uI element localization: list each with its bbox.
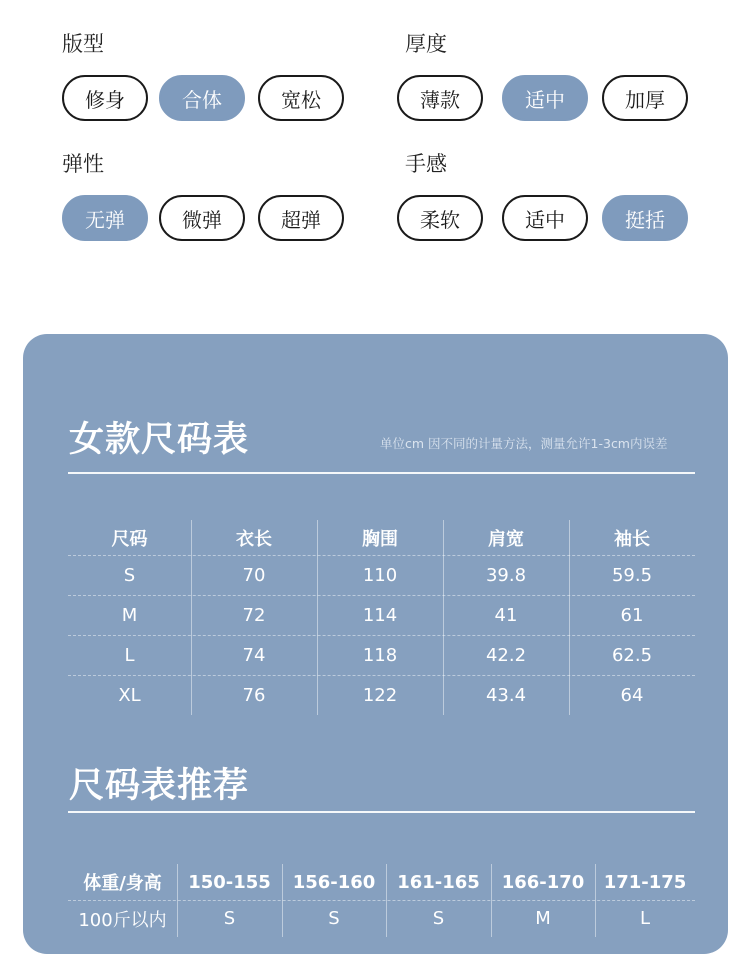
table-cell: 42.2	[485, 644, 527, 666]
table-cell: 114	[362, 604, 398, 626]
table-header-cell: 171-175	[603, 871, 687, 893]
table-header-cell: 胸围	[362, 528, 398, 550]
column-divider	[595, 864, 596, 937]
table-cell: 100斤以内	[78, 909, 167, 931]
table-cell: 74	[242, 644, 266, 666]
table-header-cell: 161-165	[397, 871, 480, 893]
table-cell: 72	[242, 604, 266, 626]
attribute-title: 手感	[405, 152, 447, 176]
size-chart-panel	[23, 334, 728, 954]
table-header-cell: 肩宽	[488, 528, 524, 550]
column-divider	[443, 520, 444, 715]
attribute-option[interactable]: 无弹	[62, 195, 148, 241]
attribute-title: 厚度	[405, 32, 447, 56]
size-chart-title: 女款尺码表	[69, 420, 250, 460]
table-cell: S	[432, 908, 445, 929]
table-cell: S	[328, 908, 340, 929]
table-header-cell: 166-170	[501, 871, 585, 893]
table-cell: 41	[494, 604, 518, 626]
table-cell: 43.4	[485, 684, 527, 706]
table-header-cell: 衣长	[236, 528, 272, 550]
attribute-option[interactable]: 挺括	[602, 195, 688, 241]
attribute-option[interactable]: 适中	[502, 195, 588, 241]
table-header-cell: 150-155	[188, 871, 271, 893]
attribute-option[interactable]: 薄款	[397, 75, 483, 121]
attribute-option[interactable]: 合体	[159, 75, 245, 121]
table-cell: 61	[620, 604, 644, 626]
column-divider	[491, 864, 492, 937]
table-header-cell: 体重/身高	[83, 873, 162, 894]
table-cell: L	[124, 644, 135, 666]
column-divider	[317, 520, 318, 715]
attribute-title: 版型	[62, 32, 104, 56]
table-cell: L	[639, 908, 651, 929]
attribute-option[interactable]: 柔软	[397, 195, 483, 241]
table-cell: 64	[620, 684, 644, 706]
column-divider	[569, 520, 570, 715]
attribute-title: 弹性	[62, 152, 104, 176]
column-divider	[282, 864, 283, 937]
table-header-cell: 156-160	[292, 871, 376, 893]
attribute-option[interactable]: 适中	[502, 75, 588, 121]
size-chart-note: 单位cm 因不同的计量方法，测量允许1-3cm内误差	[380, 436, 668, 451]
title-divider	[68, 472, 695, 474]
table-cell: M	[535, 908, 551, 929]
table-cell: 76	[242, 684, 266, 706]
table-cell: 70	[242, 564, 266, 586]
table-cell: S	[123, 564, 136, 586]
column-divider	[177, 864, 178, 937]
column-divider	[386, 864, 387, 937]
table-cell: 62.5	[611, 644, 653, 666]
table-cell: 39.8	[485, 564, 527, 586]
attribute-option[interactable]: 加厚	[602, 75, 688, 121]
table-cell: 122	[362, 684, 398, 706]
column-divider	[191, 520, 192, 715]
table-cell: 110	[362, 564, 398, 586]
table-cell: S	[223, 908, 236, 929]
attribute-option[interactable]: 微弹	[159, 195, 245, 241]
recommend-divider	[68, 811, 695, 813]
table-cell: 59.5	[611, 564, 653, 586]
table-header-cell: 尺码	[111, 528, 148, 550]
recommend-title: 尺码表推荐	[69, 766, 250, 806]
attribute-option[interactable]: 超弹	[258, 195, 344, 241]
attribute-option[interactable]: 宽松	[258, 75, 344, 121]
table-cell: 118	[362, 644, 398, 666]
table-header-cell: 袖长	[614, 528, 650, 550]
attribute-option[interactable]: 修身	[62, 75, 148, 121]
table-cell: M	[121, 604, 138, 626]
table-cell: XL	[118, 684, 141, 706]
